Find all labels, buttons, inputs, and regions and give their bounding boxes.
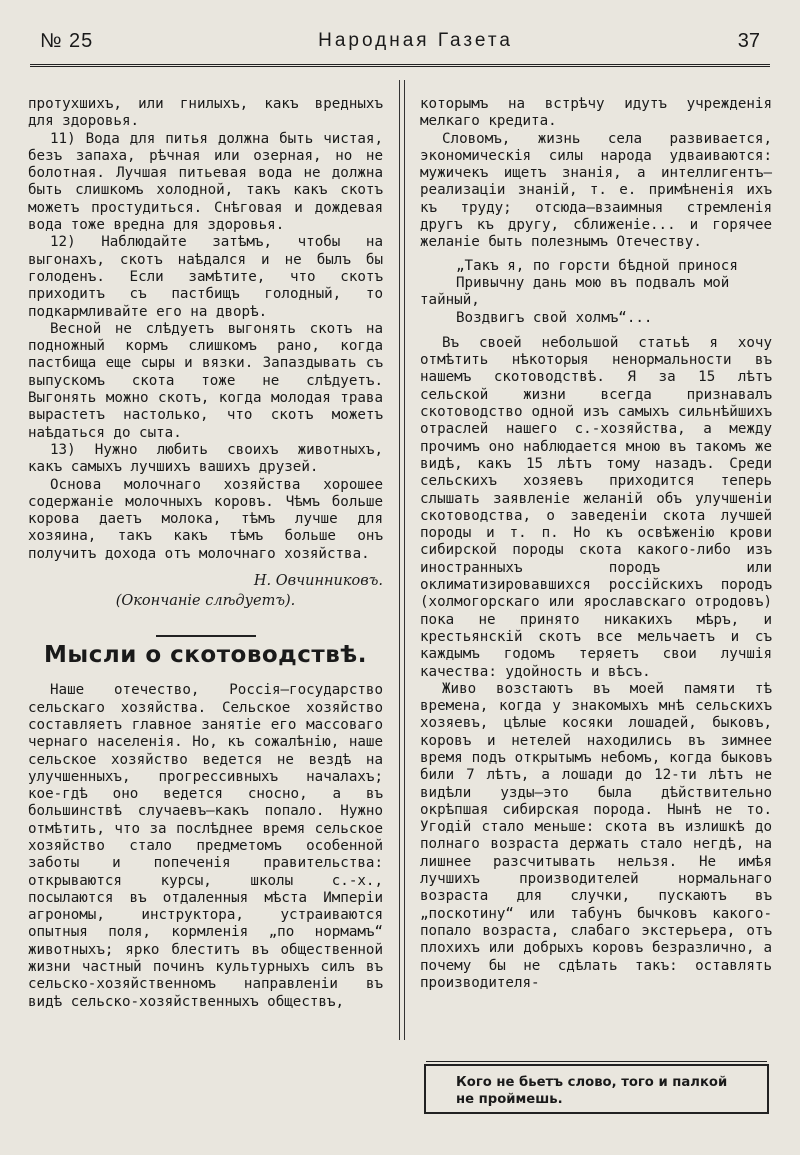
paragraph: Словомъ, жизнь села развивается, экономическія силы народа удваиваются: мужичекъ ищетъ знанія, а интеллигентъ—реализаціи знаній, т. е. примѣненія ихъ къ труду; отсюда—взаимныя стремленія другъ къ другу, сближеніе... и горячее желаніе быть полезнымъ Отечеству.: [420, 130, 772, 251]
proverb-box: [424, 1064, 769, 1114]
issue-number: № 25: [40, 29, 94, 52]
poem-line: тайный,: [420, 292, 480, 309]
box-rule: [426, 1061, 767, 1062]
paragraph: 11) Вода для питья должна быть чистая, безъ запаха, рѣчная или озерная, но не болотная. Лучшая питьевая вода не должна быть слишкомъ холодной, такъ какъ скотъ можетъ простудиться. Снѣговая и дождевая вода тоже вредна для здоровья.: [28, 130, 383, 234]
poem-line: Привычну дань мою въ подвалъ мой: [456, 274, 730, 291]
paragraph: 13) Нужно любить своихъ животныхъ, какъ самыхъ лучшихъ вашихъ друзей.: [28, 441, 383, 476]
article-title: Мысли о скотоводствѣ.: [44, 642, 367, 669]
poem-line: Воздвигъ свой холмъ“...: [456, 309, 653, 326]
page-header: [40, 26, 760, 56]
poem-line: „Такъ я, по горсти бѣдной принося: [456, 257, 738, 274]
proverb-line: Кого не бьетъ слово, того и палкой: [456, 1075, 728, 1090]
column-divider: [404, 80, 405, 1040]
paragraph: протухшихъ, или гнилыхъ, какъ вредныхъ для здоровья.: [28, 96, 383, 130]
right-column: [420, 96, 772, 992]
poem-quote: [420, 258, 772, 327]
paragraph: Въ своей небольшой статьѣ я хочу отмѣтить нѣкоторыя ненормальности въ нашемъ скотоводствѣ. Я за 15 лѣтъ сельской жизни всегда признавалъ скотоводство одной изъ самыхъ сильнѣйшихъ отраслей нашего с.-хозяйства, а между прочимъ оно наблюдается мною въ такомъ же видѣ, какъ 15 лѣтъ тому назадъ. Среди сельскихъ хозяевъ приходится теперь слышать заявленіе желаній объ улучшеніи скотоводства, о заведеніи скота лучшей породы и т. п. Но къ освѣженію крови сибирской породы скота какого-либо изъ иностранныхъ породъ или оклиматизировавшихся россійскихъ породъ (холмогорскаго или ярославскаго отродовъ) пока не принято никакихъ мѣръ, и крестьянскій скотъ все мельчаетъ и съ каждымъ годомъ теряетъ свои лучшія качества: удойность и вѣсъ.: [420, 334, 772, 680]
paragraph: которымъ на встрѣчу идутъ учрежденія мелкаго кредита.: [420, 96, 772, 130]
section-divider: [156, 635, 256, 637]
paragraph: Наше отечество, Россія—государство сельскаго хозяйства. Сельское хозяйство составляетъ главное занятіе его массоваго чернаго населенія. Но, къ сожалѣнію, наше сельское хозяйство ведется не вездѣ на улучшенныхъ, прогрессивныхъ началахъ; кое-гдѣ оно ведется сносно, а въ большинствѣ случаевъ—какъ попало. Нужно отмѣтить, что за послѣднее время сельское хозяйство стало предметомъ особенной заботы и попеченія правительства: открываются курсы, школы с.-х., посылаются въ отдаленныя мѣста Имперіи агрономы, инструктора, устраиваются опытныя поля, кормленія „по нормамъ“ животныхъ; ярко блеститъ въ общественной жизни частный починъ культурныхъ силъ въ сельско-хозяйственномъ направленіи въ видѣ сельско-хозяйственныхъ обществъ,: [28, 682, 383, 1010]
continued-note: (Окончаніе слѣдуетъ).: [115, 593, 296, 610]
left-column: [28, 96, 383, 1011]
paragraph: Основа молочнаго хозяйства хорошее содержаніе молочныхъ коровъ. Чѣмъ больше корова даетъ молока, тѣмъ лучше для хозяина, такъ какъ тѣмъ больше онъ получитъ дохода отъ молочнаго хозяйства.: [28, 476, 383, 562]
header-rule: [30, 64, 770, 67]
newspaper-title: Народная Газета: [318, 30, 513, 51]
paragraph: 12) Наблюдайте затѣмъ, чтобы на выгонахъ, скотъ наѣдался и не былъ бы голоденъ. Если замѣтите, что скотъ приходитъ съ пастбищъ голодный, то подкармливайте его на дворѣ.: [28, 234, 383, 320]
page-number: 37: [737, 29, 760, 52]
paragraph: Живо возстаютъ въ моей памяти тѣ времена, когда у знакомыхъ мнѣ сельскихъ хозяевъ, цѣлые косяки лошадей, быковъ, коровъ и нетелей находились въ зимнее время подъ открытымъ небомъ, когда быковъ били 7 лѣтъ, а лошади до 12-ти лѣтъ не видѣли узды—это была дѣйствительно окрѣпшая сибирская порода. Нынѣ не то. Угодій стало меньше: скота въ излишкѣ до полнаго возраста держать стало негдѣ, на лишнее разсчитывать нельзя. Не имѣя лучшихъ производителей нормальнаго возраста для случки, пускаютъ въ „поскотину“ или табунъ бычковъ какого-попало возраста, слабаго экстерьера, отъ плохихъ или добрыхъ коровъ безразлично, а почему бы не сдѣлать такъ: оставлять производителя-: [420, 680, 772, 991]
paragraph: Весной не слѣдуетъ выгонять скотъ на подножный кормъ слишкомъ рано, когда пастбища еще сыры и вязки. Запаздывать съ выпускомъ скота тоже не слѣдуетъ. Выгонять можно скотъ, когда молодая трава вырастетъ настолько, что скотъ можетъ наѣдаться до сыта.: [28, 320, 383, 441]
author-signature: Н. Овчинниковъ.: [253, 573, 383, 590]
proverb-line: не проймешь.: [456, 1092, 563, 1107]
column-divider: [399, 80, 400, 1040]
